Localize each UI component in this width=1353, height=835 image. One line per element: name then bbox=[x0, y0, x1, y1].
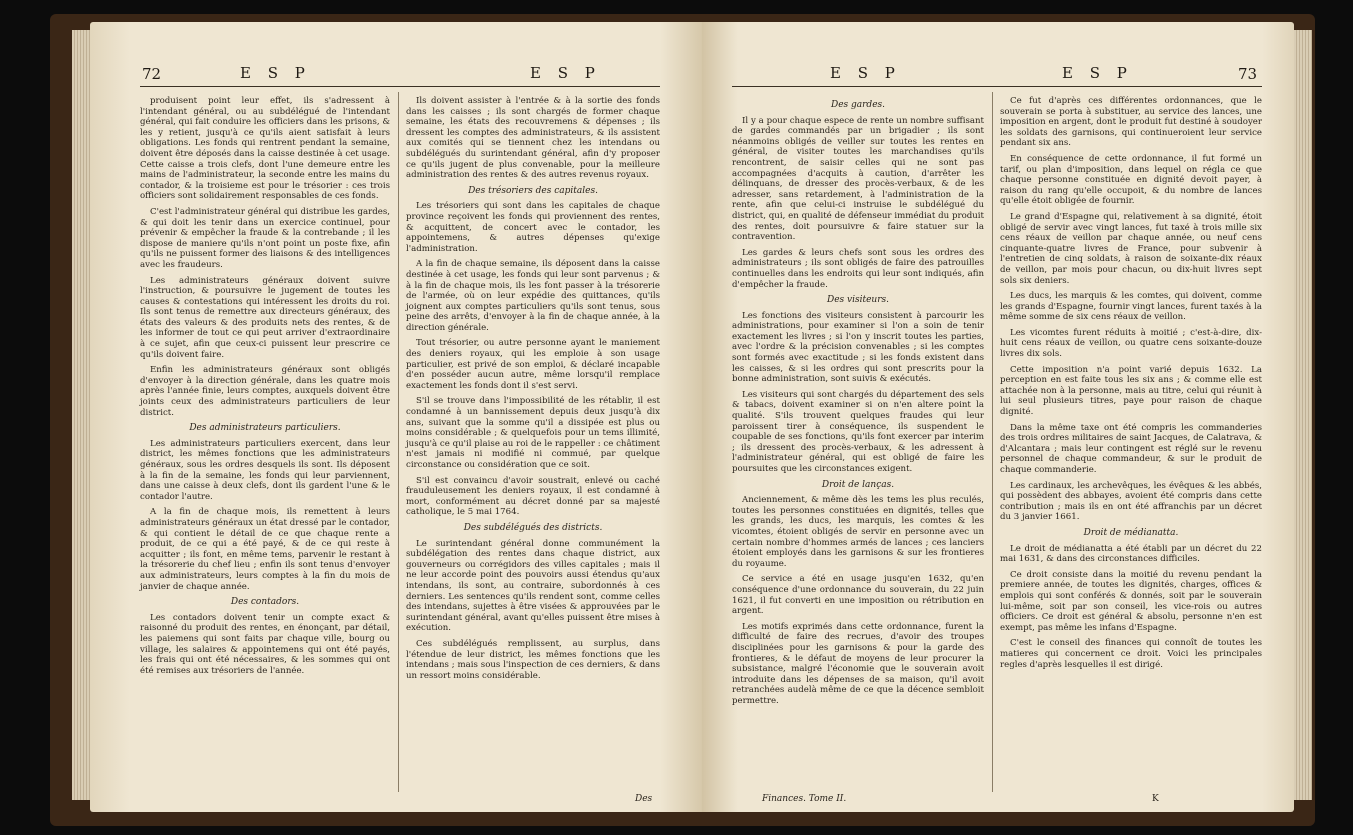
paragraph: C'est l'administrateur général qui distribue les gardes, & qui doit les tenir dans un exercice continuel, pour prévenir & empêcher la fraude & la contrebande ; il les dispose de maniere qu'ils n'ont point un poste fixe, afin qu'ils ne puissent former des liaisons & des intelligences avec les fraudeurs. bbox=[140, 206, 390, 270]
right-page-edges bbox=[1294, 30, 1312, 800]
paragraph: Le surintendant général donne communément la subdélégation des rentes dans chaque district, aux gouverneurs ou corrégidors des villes capitales ; mais il ne leur accorde point des pouvoirs aussi étendus qu'aux intendans, ils sont, au contraire, subordonnés à ces derniers. Les sentences qu'ils rendent sont, comme celles des intendans, sujettes à être visées & approuvées par le surintendant général, avant qu'elles puissent être mises à exécution. bbox=[406, 538, 660, 634]
section-heading: Droit de médianatta. bbox=[1083, 527, 1179, 538]
paragraph: Il y a pour chaque espece de rente un nombre suffisant de gardes commandés par un brigadier ; ils sont néanmoins obligés de veiller sur toutes les rentes en général, de visiter toutes les marchandises qu'ils rencontrent, de saisir celles qui ne sont pas accompagnées d'acquits à caution, d'arrêter les délinquans, de dresser des procès-verbaux, & de les adresser, sans retardement, à l'administration de la rente, afin que celui-ci instruise le subdélégué du district, qui, en qualité de défenseur immédiat du produit des rentes, doit poursuivre & faire statuer sur la contravention. bbox=[732, 115, 984, 243]
paragraph: Ce droit consiste dans la moitié du revenu pendant la premiere année, de toutes les dignités, charges, offices & emplois qui sont conférés & donnés, soit par le souverain lui-même, soit par son conseil, les vice-rois ou autres officiers. Ce droit est général & absolu, personne n'en est exempt, pas même les infans d'Espagne. bbox=[1000, 569, 1262, 633]
text-column-left bbox=[732, 96, 984, 711]
paragraph: Les contadors doivent tenir un compte exact & raisonné du produit des rentes, en énonçant, par détail, les paiemens qui sont faits par chaque ville, bourg ou village, les salaires & appointemens qui ont été payés, les frais qui ont été nécessaires, & les sommes qui ont été remises aux trésoriers de l'année. bbox=[140, 612, 390, 676]
paragraph: Les trésoriers qui sont dans les capitales de chaque province reçoivent les fonds qui proviennent des rentes, & acquittent, de concert avec le contador, les appointemens, & autres dépenses qu'exige l'administration. bbox=[406, 201, 660, 254]
catchword: Des bbox=[635, 794, 653, 804]
running-head: E S P bbox=[240, 64, 311, 82]
column-divider bbox=[992, 92, 993, 792]
section-heading: Des contadors. bbox=[230, 597, 300, 608]
header-rule bbox=[732, 86, 1262, 87]
paragraph: Tout trésorier, ou autre personne ayant le maniement des deniers royaux, qui les emploie à son usage particulier, est privé de son emploi, & déclaré incapable d'en posséder aucun autre, même lorsqu'il remplace exactement les fonds dont il s'est servi. bbox=[406, 338, 660, 391]
paragraph: S'il se trouve dans l'impossibilité de les rétablir, il est condamné à un bannissement depuis deux jusqu'à dix ans, suivant que la somme qu'il a dissipée est plus ou moins considérable ; & quelquefois pour un tems illimité, jusqu'à ce qu'il plaise au roi de le rappeller : ce châtiment n'est jamais ni modifié ni commué, par quelque circonstance ou considération que ce soit. bbox=[406, 396, 660, 470]
paragraph: A la fin de chaque mois, ils remettent à leurs administrateurs généraux un état dressé par le contador, & qui contient le détail de ce que chaque rente a produit, de ce qui a été payé, & de ce qui reste à acquitter ; ils font, en même tems, parvenir le restant à la trésorerie du chef lieu ; enfin ils sont tenus d'envoyer aux administrateurs, leurs comptes à la fin du mois de janvier de chaque année. bbox=[140, 507, 390, 592]
running-head: E S P bbox=[530, 64, 601, 82]
paragraph: En conséquence de cette ordonnance, il fut formé un tarif, ou plan d'imposition, dans lequel on régla ce que chaque personne constituée en dignité devoit payer, à raison du rang qu'elle occupoit, & du nombre de lances qu'elle étoit obligée de fournir. bbox=[1000, 153, 1262, 207]
page-number-left: 72 bbox=[142, 65, 162, 83]
paragraph: C'est le conseil des finances qui connoît de toutes les matieres qui concernent ce droit. Voici les principales regles d'après lesquelles il est dirigé. bbox=[1000, 638, 1262, 670]
running-head: E S P bbox=[1062, 64, 1133, 82]
left-page-edges bbox=[72, 30, 90, 800]
left-page bbox=[90, 22, 702, 812]
paragraph: Les ducs, les marquis & les comtes, qui doivent, comme les grands d'Espagne, fournir vingt lances, furent taxés à la même somme de six cens réaux de veillon. bbox=[1000, 291, 1262, 323]
paragraph: Les administrateurs particuliers exercent, dans leur district, les mêmes fonctions que les administrateurs généraux, sous les ordres desquels ils sont. Ils déposent à la fin de la semaine, les fonds qui leur parviennent, dans une caisse à deux clefs, dont ils gardent l'une & le contador l'autre. bbox=[140, 438, 390, 502]
paragraph: Cette imposition n'a point varié depuis 1632. La perception en est faite tous les six ans ; & comme elle est attachée non à la personne, mais au titre, celui qui réunit à lui seul plusieurs titres, paye pour raison de chaque dignité. bbox=[1000, 364, 1262, 418]
paragraph: Le droit de médianatta a été établi par un décret du 22 mai 1631, & dans des circonstances difficiles. bbox=[1000, 543, 1262, 565]
text-column-right bbox=[406, 96, 660, 686]
paragraph: Dans la même taxe ont été compris les commanderies des trois ordres militaires de saint Jacques, de Calatrava, & d'Alcantara ; mais leur contingent est réglé sur le revenu personnel de chaque commandeur, & sur le produit de chaque commanderie. bbox=[1000, 422, 1262, 475]
paragraph: Ce service a été en usage jusqu'en 1632, qu'en conséquence d'une ordonnance du souverain, du 22 juin 1621, il fut converti en une imposition ou rétribution en argent. bbox=[732, 574, 984, 617]
section-heading: Des subdélégués des districts. bbox=[463, 522, 603, 533]
column-divider bbox=[398, 92, 399, 792]
paragraph: Les visiteurs qui sont chargés du département des sels & tabacs, doivent examiner si on n'en altere point la qualité. S'ils trouvent quelques fraudes qui leur paroissent tirer à conséquence, ils suspendent le coupable de ses fonctions, qu'ils font exercer par interim ; ils dressent des procès-verbaux, & les adressent à l'administrateur général, qui est obligé de faire les poursuites que les circonstances exigent. bbox=[732, 389, 984, 474]
text-column-left bbox=[140, 96, 390, 681]
header-rule bbox=[140, 86, 660, 87]
section-heading: Des gardes. bbox=[830, 100, 886, 110]
page-number-right: 73 bbox=[1238, 65, 1258, 83]
paragraph: S'il est convaincu d'avoir soustrait, enlevé ou caché frauduleusement les deniers royaux, il est condamné à mort, conformément au décret donné par sa majesté catholique, le 5 mai 1764. bbox=[406, 475, 660, 518]
signature-mark: K bbox=[1152, 794, 1159, 804]
paragraph: Ces subdélégués remplissent, au surplus, dans l'étendue de leur district, les mêmes fonctions que les intendans ; mais sous l'inspection de ces derniers, & dans un ressort moins considérable. bbox=[406, 638, 660, 681]
paragraph: Enfin les administrateurs généraux sont obligés d'envoyer à la direction générale, dans les quatre mois après l'année finie, leurs comptes, auxquels doivent être joints ceux des administrateurs particuliers de leur district. bbox=[140, 365, 390, 418]
paragraph: Ils doivent assister à l'entrée & à la sortie des fonds dans les caisses ; ils sont chargés de former chaque semaine, les états des recouvremens & dépenses ; ils dressent les comptes des administrateurs, & ils assistent aux comités qui se tiennent chez les intendans ou subdélégués du surintendant général, afin d'y proposer ce qu'ils jugent de plus convenable, pour la meilleure administration des rentes & des autres revenus royaux. bbox=[406, 96, 660, 181]
paragraph: Le grand d'Espagne qui, relativement à sa dignité, étoit obligé de servir avec vingt lances, fut taxé à trois mille six cens réaux de veillon par chaque année, ou neuf cens cinquante-quatre livres de France, pour subvenir à l'entretien de cinq soldats, à raison de soixante-dix réaux de veillon, par mois pour chacun, ou dix-huit livres sept sols six deniers. bbox=[1000, 211, 1262, 286]
section-heading: Des trésoriers des capitales. bbox=[468, 185, 598, 196]
paragraph: Les motifs exprimés dans cette ordonnance, furent la difficulté de faire des recrues, d'avoir des troupes disciplinées pour les garnisons & pour la garde des frontieres, & le défaut de moyens de leur procurer la subsistance, malgré l'économie que le souverain avoit introduite dans les dépenses de sa maison, qu'il avoit retranchées audelà même de ce que la décence sembloit permettre. bbox=[732, 621, 984, 706]
section-heading: Des visiteurs. bbox=[826, 295, 889, 306]
footer-signature-line: Finances. Tome II. bbox=[762, 794, 847, 804]
paragraph: Les vicomtes furent réduits à moitié ; c'est-à-dire, dix-huit cens réaux de veillon, ou quatre cens soixante-douze livres dix sols. bbox=[1000, 327, 1262, 360]
paragraph: Les administrateurs généraux doivent suivre l'instruction, & poursuivre le jugement de toutes les causes & contestations qui intéressent les droits du roi. Ils sont tenus de remettre aux directeurs généraux, des états des valeurs & des produits nets des rentes, & de les informer de tout ce qui peut arriver d'extraordinaire à ce sujet, afin que ceux-ci puissent leur prescrire ce qu'ils doivent faire. bbox=[140, 275, 390, 360]
running-head: E S P bbox=[830, 64, 901, 82]
paragraph: produisent point leur effet, ils s'adressent à l'intendant général, ou au subdélégué de l'intendant général, qui fait conduire les officiers dans les prisons, & les y retient, jusqu'à ce qu'ils aient satisfait à leurs obligations. Les fonds qui rentrent pendant la semaine, doivent être déposés dans la caisse destinée à cet usage. Cette caisse a trois clefs, dont l'une demeure entre les mains de l'administrateur, la seconde entre les mains du contador, & la troisieme est pour le trésorier : ces trois officiers sont solidairement responsables de ces fonds. bbox=[140, 96, 390, 202]
paragraph: Les fonctions des visiteurs consistent à parcourir les administrations, pour examiner si l'on a soin de tenir exactement les livres ; si l'on y inscrit toutes les parties, avec l'ordre & la précision convenables ; si les comptes sont formés avec exactitude ; si les fonds existent dans les caisses, & si les ordres qui sont prescrits pour la bonne administration, sont suivis & exécutés. bbox=[732, 310, 984, 385]
paragraph: Anciennement, & même dès les tems les plus reculés, toutes les personnes constituées en dignités, telles que les grands, les ducs, les marquis, les comtes & les vicomtes, étoient obligés de servir en personne avec un certain nombre d'hommes armés de lances ; ces lanciers étoient employés dans les garnisons & sur les frontieres du royaume. bbox=[732, 495, 984, 569]
section-heading: Des administrateurs particuliers. bbox=[189, 423, 341, 434]
text-column-right bbox=[1000, 96, 1262, 675]
paragraph: Ce fut d'après ces différentes ordonnances, que le souverain se porta à substituer, au service des lances, une imposition en argent, dont le produit fut destiné à soudoyer les soldats des garnisons, qui continueroient leur service pendant six ans. bbox=[1000, 96, 1262, 149]
paragraph: A la fin de chaque semaine, ils déposent dans la caisse destinée à cet usage, les fonds qui leur sont parvenus ; & à la fin de chaque mois, ils les font passer à la trésorerie de l'armée, où on leur expédie des quittances, qu'ils joignent aux comptes particuliers qu'ils sont tenus, sous peine des arrêts, d'envoyer à la fin de chaque année, à la direction générale. bbox=[406, 259, 660, 333]
paragraph: Les gardes & leurs chefs sont sous les ordres des administrateurs ; ils sont obligés de faire des patrouilles continuelles dans les endroits qui leur sont indiqués, afin d'empêcher la fraude. bbox=[732, 247, 984, 290]
right-page bbox=[702, 22, 1294, 812]
paragraph: Les cardinaux, les archevêques, les évêques & les abbés, qui possèdent des abbayes, avoient été compris dans cette contribution ; mais ils en ont été affranchis par un décret du 3 janvier 1661. bbox=[1000, 480, 1262, 523]
section-heading: Droit de lanças. bbox=[821, 479, 895, 490]
